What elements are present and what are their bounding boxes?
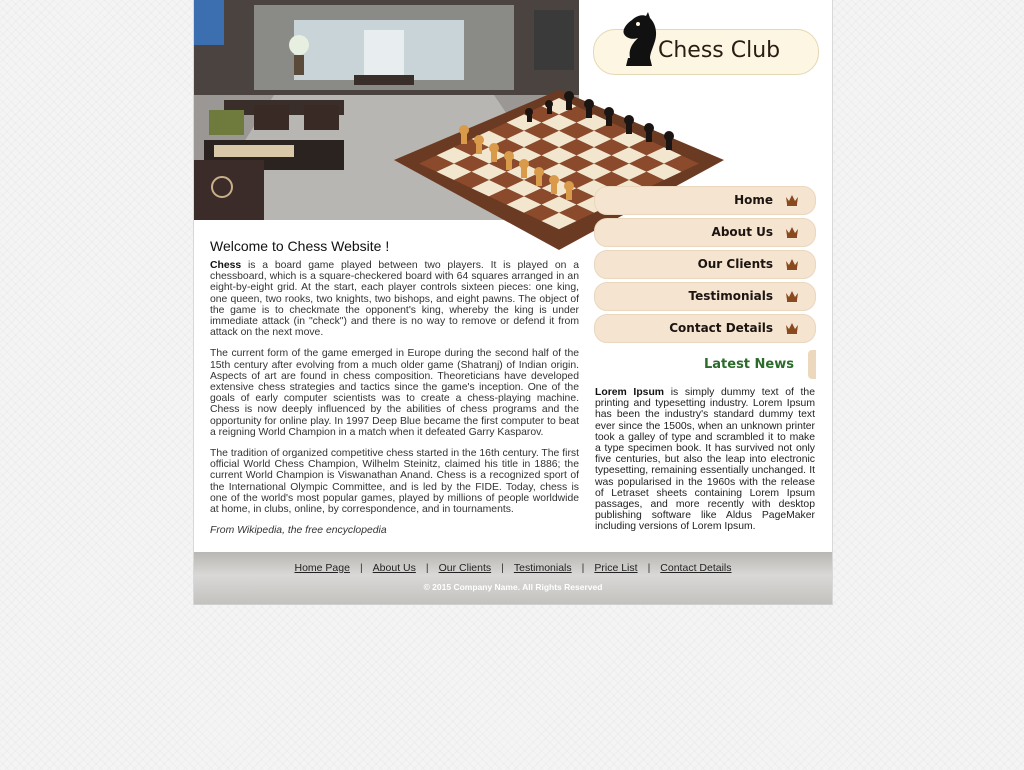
crown-icon [785,194,799,206]
latest-news-text [595,387,815,533]
footer-separator: | [501,562,504,574]
nav-item-our-clients[interactable] [594,250,816,279]
footer-link-clients[interactable]: Our Clients [438,562,492,574]
footer-separator: | [581,562,585,574]
news-body: is simply dummy text of the printing and typesetting industry. Lorem Ipsum has been the industry's standard dummy text ever since the 1500s, when an unknown printer took a galley of type and scrambled it to make a type specimen book. It has survived not only five centuries, but also the leap into electronic typesetting, remaining essentially unchanged. It was popularised in the 1960s with the release of Letraset sheets containing Lorem Ipsum passages, and more recently with desktop publishing software like Aldus PageMaker including versions of Lorem Ipsum. [595,387,815,533]
knight-icon [616,12,662,68]
footer-link-about[interactable]: About Us [372,562,416,574]
nav-label: Home [734,193,773,207]
news-bold: Lorem Ipsum [595,387,665,398]
footer-link-contact[interactable]: Contact Details [660,562,732,574]
intro-text: is a board game played between two players. It is played on a chessboard, which is a square-checkered board with 64 squares arranged in an eight-by-eight grid. At the start, each player controls sixteen pieces: one king, one queen, two rooks, two knights, two bishops, and eight pawns. The object of the game is to checkmate the opponent's king, whereby the king is under immediate attack (in "check") and there is no way to remove or defend it from attack on the next move. [210,260,579,339]
latest-news-title: Latest News [703,357,794,372]
nav-item-about-us[interactable] [594,218,816,247]
news-tab-accent [808,350,816,379]
intro-paragraph [210,260,579,338]
nav-label: About Us [711,225,773,239]
footer-separator: | [425,562,429,574]
footer-separator: | [647,562,651,574]
nav-label: Our Clients [697,257,773,271]
crown-icon [785,290,799,302]
intro-bold: Chess [210,260,242,271]
footer [194,552,832,604]
welcome-heading: Welcome to Chess Website ! [210,238,390,254]
tradition-paragraph: The tradition of organized competitive chess started in the 16th century. The first official World Chess Champion, Wilhelm Steinitz, claimed his title in 1886; the current World Champion is Viswanathan Anand. Chess is a recognized sport of the International Olympic Committee, and is led by the FIDE. Today, chess is one of the world's most popular games, played by millions of people worldwide at home, in clubs, online, by correspondence, and in tournaments. [210,448,579,516]
footer-link-price-list[interactable]: Price List [594,562,638,574]
crown-icon [785,258,799,270]
history-paragraph: The current form of the game emerged in Europe during the second half of the 15th century after evolving from a much older game (Shatranj) of Indian origin. Aspects of art are found in chess composition. Theoreticians have developed extensive chess strategies and tactics since the game's inception. One of the goals of early computer scientists was to create a chess-playing machine. Chess is now deeply influenced by the abilities of chess programs and the opportunity for online play. In 1997 Deep Blue became the first computer to beat a reigning World Champion in a match when it defeated Garry Kasparov. [210,348,579,438]
main-content [210,260,579,546]
page-container [193,0,833,605]
source-note: From Wikipedia, the free encyclopedia [210,525,387,537]
nav-item-home[interactable] [594,186,816,215]
footer-link-testimonials[interactable]: Testimonials [513,562,572,574]
copyright-text: © 2015 Company Name. All Rights Reserved [423,582,603,592]
crown-icon [785,226,799,238]
latest-news-header [594,350,816,379]
footer-link-home[interactable]: Home Page [294,562,350,574]
nav-label: Contact Details [669,321,773,335]
crown-icon [785,322,799,334]
nav-item-testimonials[interactable] [594,282,816,311]
site-title: Chess Club [658,38,781,63]
nav-item-contact-details[interactable] [594,314,816,343]
footer-separator: | [359,562,363,574]
footer-links [194,562,832,574]
nav-label: Testimonials [688,289,773,303]
site-logo[interactable] [593,29,819,75]
main-navigation [594,186,816,346]
